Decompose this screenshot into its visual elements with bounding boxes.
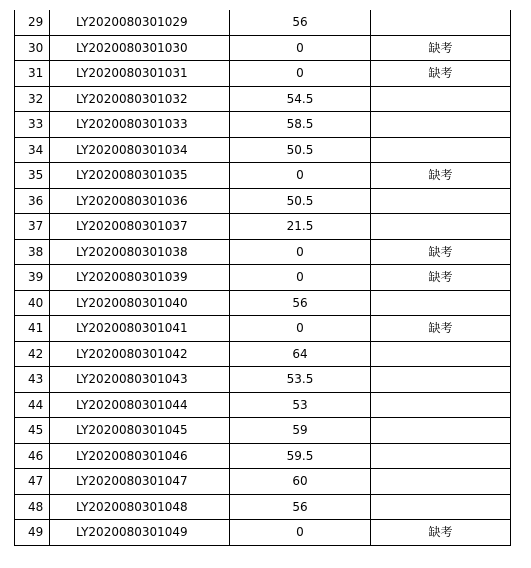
row-number-cell: 34	[15, 137, 50, 163]
score-cell: 0	[230, 163, 371, 189]
table-row	[15, 367, 511, 393]
table-row	[15, 239, 511, 265]
score-cell: 54.5	[230, 86, 371, 112]
remark-cell	[371, 290, 511, 316]
score-cell: 0	[230, 265, 371, 291]
exam-id-cell: LY2020080301039	[50, 265, 230, 291]
remark-cell	[371, 10, 511, 35]
table-row	[15, 418, 511, 444]
row-number-cell: 49	[15, 520, 50, 546]
score-cell: 0	[230, 61, 371, 87]
table-row	[15, 443, 511, 469]
exam-id-cell: LY2020080301038	[50, 239, 230, 265]
row-number-cell: 48	[15, 494, 50, 520]
score-cell: 59	[230, 418, 371, 444]
remark-cell	[371, 469, 511, 495]
score-cell: 53.5	[230, 367, 371, 393]
exam-id-cell: LY2020080301032	[50, 86, 230, 112]
score-cell: 56	[230, 10, 371, 35]
score-cell: 60	[230, 469, 371, 495]
table-row	[15, 163, 511, 189]
remark-cell: 缺考	[371, 163, 511, 189]
row-number-cell: 36	[15, 188, 50, 214]
row-number-cell: 46	[15, 443, 50, 469]
table-row	[15, 61, 511, 87]
exam-id-cell: LY2020080301029	[50, 10, 230, 35]
exam-id-cell: LY2020080301037	[50, 214, 230, 240]
score-cell: 53	[230, 392, 371, 418]
exam-id-cell: LY2020080301042	[50, 341, 230, 367]
table-row	[15, 469, 511, 495]
remark-cell	[371, 188, 511, 214]
score-cell: 64	[230, 341, 371, 367]
exam-id-cell: LY2020080301036	[50, 188, 230, 214]
row-number-cell: 31	[15, 61, 50, 87]
score-cell: 0	[230, 239, 371, 265]
remark-cell: 缺考	[371, 239, 511, 265]
row-number-cell: 35	[15, 163, 50, 189]
exam-id-cell: LY2020080301043	[50, 367, 230, 393]
table-row	[15, 35, 511, 61]
score-cell: 56	[230, 494, 371, 520]
row-number-cell: 33	[15, 112, 50, 138]
remark-cell	[371, 112, 511, 138]
remark-cell	[371, 214, 511, 240]
remark-cell	[371, 494, 511, 520]
exam-id-cell: LY2020080301040	[50, 290, 230, 316]
row-number-cell: 39	[15, 265, 50, 291]
row-number-cell: 37	[15, 214, 50, 240]
score-cell: 56	[230, 290, 371, 316]
table-row	[15, 316, 511, 342]
exam-id-cell: LY2020080301045	[50, 418, 230, 444]
remark-cell	[371, 367, 511, 393]
exam-id-cell: LY2020080301044	[50, 392, 230, 418]
score-table-body	[15, 10, 511, 545]
score-cell: 21.5	[230, 214, 371, 240]
remark-cell	[371, 392, 511, 418]
table-row	[15, 214, 511, 240]
table-row	[15, 520, 511, 546]
exam-id-cell: LY2020080301049	[50, 520, 230, 546]
table-row	[15, 188, 511, 214]
score-cell: 50.5	[230, 188, 371, 214]
table-row	[15, 137, 511, 163]
row-number-cell: 32	[15, 86, 50, 112]
table-row	[15, 494, 511, 520]
row-number-cell: 43	[15, 367, 50, 393]
exam-id-cell: LY2020080301035	[50, 163, 230, 189]
table-row	[15, 112, 511, 138]
remark-cell: 缺考	[371, 35, 511, 61]
remark-cell	[371, 341, 511, 367]
remark-cell	[371, 418, 511, 444]
table-row	[15, 290, 511, 316]
score-cell: 0	[230, 316, 371, 342]
exam-id-cell: LY2020080301030	[50, 35, 230, 61]
remark-cell: 缺考	[371, 316, 511, 342]
table-row	[15, 392, 511, 418]
exam-id-cell: LY2020080301047	[50, 469, 230, 495]
remark-cell	[371, 86, 511, 112]
table-row	[15, 265, 511, 291]
row-number-cell: 41	[15, 316, 50, 342]
exam-id-cell: LY2020080301034	[50, 137, 230, 163]
score-cell: 0	[230, 520, 371, 546]
row-number-cell: 40	[15, 290, 50, 316]
row-number-cell: 45	[15, 418, 50, 444]
remark-cell: 缺考	[371, 61, 511, 87]
table-row	[15, 10, 511, 35]
score-cell: 0	[230, 35, 371, 61]
row-number-cell: 47	[15, 469, 50, 495]
remark-cell: 缺考	[371, 520, 511, 546]
remark-cell	[371, 443, 511, 469]
remark-cell: 缺考	[371, 265, 511, 291]
exam-id-cell: LY2020080301046	[50, 443, 230, 469]
exam-id-cell: LY2020080301033	[50, 112, 230, 138]
score-table	[14, 10, 511, 546]
remark-cell	[371, 137, 511, 163]
score-cell: 59.5	[230, 443, 371, 469]
row-number-cell: 44	[15, 392, 50, 418]
row-number-cell: 38	[15, 239, 50, 265]
exam-id-cell: LY2020080301031	[50, 61, 230, 87]
row-number-cell: 29	[15, 10, 50, 35]
table-row	[15, 341, 511, 367]
score-cell: 58.5	[230, 112, 371, 138]
table-row	[15, 86, 511, 112]
row-number-cell: 42	[15, 341, 50, 367]
exam-id-cell: LY2020080301041	[50, 316, 230, 342]
exam-id-cell: LY2020080301048	[50, 494, 230, 520]
row-number-cell: 30	[15, 35, 50, 61]
score-cell: 50.5	[230, 137, 371, 163]
